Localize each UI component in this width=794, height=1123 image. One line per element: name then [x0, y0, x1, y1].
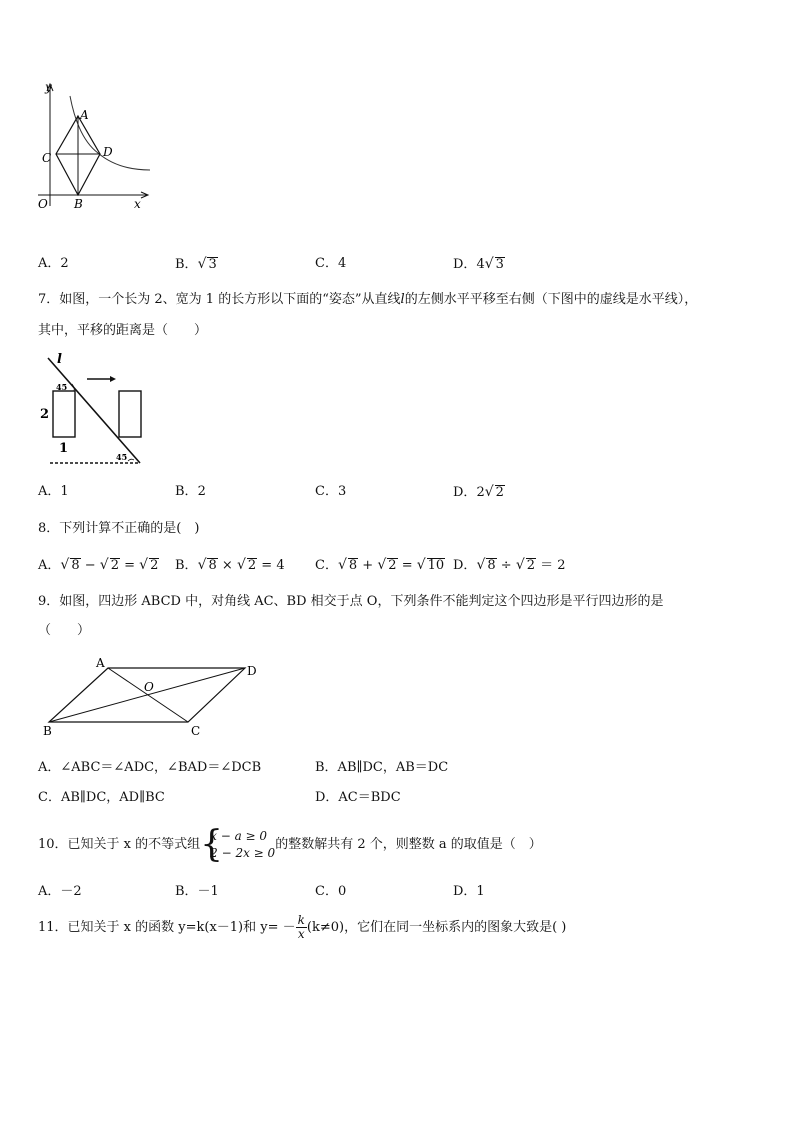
q6-figure — [30, 78, 160, 218]
q6-option-b[interactable]: B．√ 3 — [175, 256, 217, 272]
point-d-label: D — [103, 145, 113, 159]
q6-option-c[interactable]: C．4 — [315, 256, 347, 271]
q9-stem-paren: （ ） — [38, 623, 91, 638]
q8-stem: 8．下列计算不正确的是( ) — [38, 521, 200, 536]
translation-arrowhead — [110, 376, 116, 382]
q8-option-d[interactable]: D．√ 8 ÷ √ 2 ＝ 2 — [453, 557, 566, 573]
q8-option-c[interactable]: C．√ 8 + √ 2 = √ 10 — [315, 557, 445, 573]
vertex-b-label: B — [43, 724, 52, 738]
q7-option-b[interactable]: B．2 — [175, 484, 206, 499]
length-2-label: 2 — [40, 407, 50, 422]
point-b-label: B — [74, 197, 83, 211]
point-c-label: C — [42, 151, 52, 165]
q8-option-b[interactable]: B．√ 8 × √ 2 = 4 — [175, 557, 285, 573]
angle-top-label: 45 — [56, 382, 68, 392]
y-axis-label: y — [45, 80, 52, 94]
x-axis-label: x — [134, 197, 141, 211]
angle-bottom-label: 45 — [116, 452, 128, 462]
q7-figure — [40, 348, 150, 470]
vertex-c-label: C — [191, 724, 201, 738]
rectangle-right — [119, 391, 141, 437]
q11-stem: 11．已知关于 x 的函数 y=k(x－1)和 y= － $\frac{k}{x}$ (k≠0)，它们在同一坐标系内的图象大致是( ) — [38, 913, 567, 941]
vertex-d-label: D — [247, 664, 257, 678]
q10-option-c[interactable]: C．0 — [315, 884, 347, 899]
origin-label: O — [38, 197, 48, 211]
q6-option-d[interactable]: D．4√ 3 — [453, 256, 504, 272]
q7-stem-line2: 其中，平移的距离是（ ） — [38, 323, 208, 338]
inequality-system: { x − a ≥ 0 2 − 2x ≥ 0 — [200, 823, 276, 865]
q7-option-a[interactable]: A．1 — [38, 484, 69, 499]
q9-figure — [40, 655, 270, 740]
q10-option-b[interactable]: B．－1 — [175, 884, 219, 899]
line-l-label: l — [57, 352, 62, 367]
q9-option-c[interactable]: C．AB∥DC，AD∥BC — [38, 790, 165, 805]
q9-stem: 9．如图，四边形 ABCD 中，对角线 AC、BD 相交于点 O，下列条件不能判定这个四边形是平行四边形的是 — [38, 594, 664, 609]
point-a-label: A — [80, 108, 89, 122]
point-o-label: O — [144, 680, 154, 694]
q7-option-d[interactable]: D．2√ 2 — [453, 484, 504, 500]
q10-option-d[interactable]: D．1 — [453, 884, 485, 899]
fraction-k-over-x: $\frac{k}{x}$ — [297, 913, 305, 941]
q8-option-a[interactable]: A．√ 8 − √ 2 = √ 2 — [38, 557, 159, 573]
q10-option-a[interactable]: A．－2 — [38, 884, 82, 899]
q9-option-b[interactable]: B．AB∥DC，AB＝DC — [315, 760, 449, 775]
q7-stem-line1: 7．如图，一个长为 2、宽为 1 的长方形以下面的“姿态”从直线l的左侧水平平移至右侧（下图中的虚线是水平线）， — [38, 292, 698, 307]
length-1-label: 1 — [59, 441, 69, 456]
vertex-a-label: A — [96, 656, 105, 670]
q9-option-d[interactable]: D．AC＝BDC — [315, 790, 401, 805]
q9-option-a[interactable]: A．∠ABC＝∠ADC，∠BAD＝∠DCB — [38, 760, 262, 775]
q6-option-a[interactable]: A．2 — [38, 256, 69, 271]
q10-stem: 10．已知关于 x 的不等式组 { x − a ≥ 0 2 − 2x ≥ 0 的整数解共有 2 个，则整数 a 的取值是（ ） — [38, 823, 542, 865]
q7-option-c[interactable]: C．3 — [315, 484, 347, 499]
rectangle-left — [53, 391, 75, 437]
angle-arc-bottom — [128, 459, 134, 461]
